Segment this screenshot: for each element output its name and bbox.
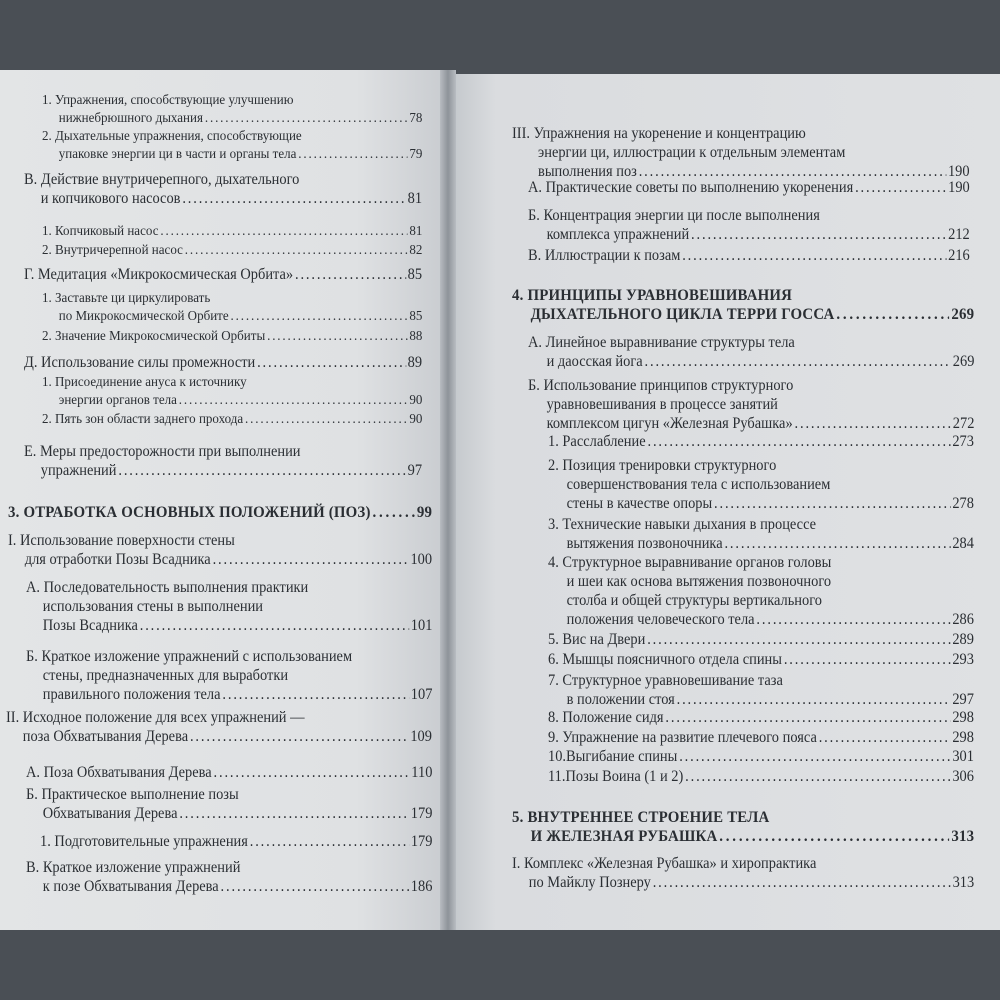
dot-leader (653, 873, 951, 892)
toc-page-number: 298 (952, 709, 974, 726)
toc-entry-text: энергии органов тела (58, 393, 177, 408)
toc-entry-text: 9. Упражнение на развитие плечевого пояса (548, 729, 817, 746)
toc-entry (548, 671, 974, 709)
dot-leader (645, 352, 951, 371)
toc-entry (512, 124, 970, 181)
toc-page-number: 89 (407, 354, 423, 371)
toc-entry-text: совершенствования тела с использованием (566, 476, 831, 493)
dot-leader (685, 767, 950, 786)
dot-leader (185, 242, 408, 260)
dot-leader (221, 877, 409, 896)
dot-leader (714, 494, 950, 513)
dot-leader (647, 630, 950, 649)
dot-leader (140, 616, 409, 635)
toc-entry (512, 854, 974, 892)
toc-entry-text: в положении стоя (566, 691, 675, 708)
dot-leader (298, 146, 407, 164)
toc-entry (24, 170, 422, 208)
toc-entry (42, 223, 422, 241)
toc-entry (548, 747, 974, 766)
dot-leader (160, 223, 407, 241)
toc-chapter-heading (512, 808, 974, 846)
dot-leader (231, 308, 408, 326)
toc-page-number: 85 (409, 309, 423, 324)
toc-page-number: 289 (952, 631, 974, 648)
toc-entry (548, 630, 974, 649)
toc-entry-text: В. Иллюстрации к позам (528, 247, 681, 264)
toc-entry-text: 7. Структурное уравновешивание таза (548, 672, 783, 689)
toc-entry-text: А. Последовательность выполнения практики (26, 579, 309, 596)
dot-leader (682, 246, 946, 265)
dot-leader (205, 110, 408, 128)
toc-entry-text: упаковке энергии ци в части и органы тела (58, 147, 297, 162)
toc-entry (548, 456, 974, 513)
dot-leader (190, 727, 409, 746)
toc-entry-text: Б. Использование принципов структурного (528, 377, 794, 394)
dot-leader (179, 804, 409, 823)
dot-leader (118, 461, 405, 480)
toc-entry (42, 128, 422, 164)
toc-page-number: 88 (409, 329, 423, 344)
dot-leader (665, 708, 950, 727)
dot-leader (257, 353, 406, 372)
dot-leader (267, 328, 407, 346)
toc-page-number: 81 (409, 224, 423, 239)
toc-page-number: 97 (407, 462, 423, 479)
toc-entry-text: выполнения поз (538, 163, 637, 180)
toc-page-number: 190 (947, 163, 970, 180)
toc-entry-text: I. Комплекс «Железная Рубашка» и хиропрактика (512, 855, 817, 872)
toc-entry-text: В. Действие внутричерепного, дыхательного (24, 171, 300, 188)
toc-page-number: 78 (409, 111, 423, 126)
toc-entry-text: 2. Позиция тренировки структурного (548, 457, 777, 474)
dot-leader (855, 178, 946, 197)
toc-page-number: 269 (951, 306, 975, 323)
toc-entry-text: правильного положения тела (42, 686, 221, 703)
toc-entry (6, 708, 432, 746)
toc-entry (24, 353, 422, 372)
toc-entry-text: положения человеческого тела (566, 611, 755, 628)
toc-page-number: 306 (952, 768, 974, 785)
toc-entry (548, 650, 974, 669)
toc-entry-text: 4. Структурное выравнивание органов головы (548, 554, 832, 571)
dot-leader (647, 432, 950, 451)
toc-entry-text: нижнебрюшного дыхания (58, 111, 203, 126)
dot-leader (245, 411, 407, 429)
toc-entry-text: Б. Практическое выполнение позы (26, 786, 239, 803)
toc-entry-text: Б. Краткое изложение упражнений с использованием (26, 648, 353, 665)
toc-page-number: 273 (952, 433, 974, 450)
toc-entry-text: и даосская йога (546, 353, 643, 370)
toc-entry-text: 11.Позы Воина (1 и 2) (548, 768, 684, 785)
toc-entry-text: 1. Копчиковый насос (42, 224, 159, 239)
toc-entry-text: 5. ВНУТРЕННЕЕ СТРОЕНИЕ ТЕЛА (512, 809, 770, 826)
toc-page-number: 278 (952, 495, 974, 512)
toc-entry-text: энергии ци, иллюстрации к отдельным элементам (538, 144, 846, 161)
toc-entry-text: И ЖЕЛЕЗНАЯ РУБАШКА (530, 828, 718, 845)
toc-page-number: 81 (407, 190, 423, 207)
toc-page-number: 109 (410, 728, 432, 745)
toc-entry-text: 1. Подготовительные упражнения (40, 833, 248, 850)
toc-page-number: 286 (952, 611, 974, 628)
toc-entry-text: для отработки Позы Всадника (24, 551, 211, 568)
toc-entry-text: 1. Заставьте ци циркулировать (42, 291, 211, 306)
toc-entry (26, 763, 432, 782)
dot-leader (719, 827, 949, 846)
toc-entry (528, 246, 970, 265)
book-gutter (440, 70, 456, 930)
toc-entry (548, 708, 974, 727)
toc-entry (42, 290, 422, 326)
dot-leader (677, 690, 951, 709)
toc-entry (42, 328, 422, 346)
toc-page-number: 284 (952, 535, 974, 552)
toc-entry (42, 92, 422, 128)
toc-page-number: 99 (416, 504, 433, 521)
toc-entry (548, 515, 974, 553)
toc-entry (548, 767, 974, 786)
toc-entry (8, 531, 432, 569)
toc-page-number: 301 (952, 748, 974, 765)
toc-entry-text: 2. Значение Микрокосмической Орбиты (42, 329, 266, 344)
toc-entry (528, 178, 970, 197)
toc-page-number: 190 (948, 179, 970, 196)
toc-entry-text: стены, предназначенных для выработки (42, 667, 289, 684)
toc-page-number: 298 (952, 729, 974, 746)
toc-entry (42, 242, 422, 260)
dot-leader (795, 414, 951, 433)
toc-entry-text: 4. ПРИНЦИПЫ УРАВНОВЕШИВАНИЯ (512, 287, 793, 304)
toc-entry-text: Позы Всадника (42, 617, 138, 634)
toc-entry-text: Обхватывания Дерева (42, 805, 178, 822)
dot-leader (724, 534, 950, 553)
toc-entry-text: 3. ОТРАБОТКА ОСНОВНЫХ ПОЛОЖЕНИЙ (ПОЗ) (8, 504, 371, 521)
dot-leader (214, 763, 410, 782)
toc-entry-text: 2. Внутричерепной насос (42, 243, 183, 258)
toc-entry (548, 553, 974, 629)
toc-entry (26, 858, 432, 896)
toc-entry (548, 728, 974, 747)
toc-entry-text: комплексом цигун «Железная Рубашка» (546, 415, 793, 432)
toc-entry-text: по Майклу Познеру (528, 874, 651, 891)
toc-entry (24, 265, 422, 284)
toc-entry-text: Б. Концентрация энергии ци после выполнения (528, 207, 820, 224)
toc-entry-text: 1. Присоединение ануса к источнику (42, 375, 247, 390)
toc-entry (42, 374, 422, 410)
toc-page-number: 293 (952, 651, 974, 668)
toc-entry-text: к позе Обхватывания Дерева (42, 878, 219, 895)
toc-page-number: 313 (951, 828, 975, 845)
toc-page-number: 100 (410, 551, 433, 568)
toc-chapter-heading (512, 286, 974, 324)
toc-page-number: 212 (948, 226, 970, 243)
toc-entry-text: уравновешивания в процессе занятий (546, 396, 778, 413)
toc-entry-text: столба и общей структуры вертикального (566, 592, 822, 609)
toc-entry-text: стены в качестве опоры (566, 495, 713, 512)
toc-entry-text: 6. Мышцы поясничного отдела спины (548, 651, 782, 668)
toc-entry-text: использования стены в выполнении (42, 598, 264, 615)
toc-entry-text: 5. Вис на Двери (548, 631, 646, 648)
toc-entry-text: 10.Выгибание спины (548, 748, 678, 765)
toc-entry (26, 578, 432, 635)
toc-entry (528, 206, 970, 244)
toc-page-number: 297 (952, 691, 974, 708)
toc-entry-text: ДЫХАТЕЛЬНОГО ЦИКЛА ТЕРРИ ГОССА (530, 306, 835, 323)
dot-leader (182, 189, 405, 208)
toc-entry-text: 2. Пять зон области заднего прохода (42, 412, 244, 427)
toc-entry-text: В. Краткое изложение упражнений (26, 859, 241, 876)
toc-chapter-heading (8, 503, 432, 522)
toc-entry-text: 1. Расслабление (548, 433, 646, 450)
dot-leader (819, 728, 951, 747)
dot-leader (372, 503, 414, 522)
toc-page-number: 82 (409, 243, 423, 258)
toc-page-number: 90 (409, 393, 423, 408)
toc-entry-text: А. Линейное выравнивание структуры тела (528, 334, 795, 351)
toc-entry-text: вытяжения позвоночника (566, 535, 723, 552)
toc-entry-text: А. Поза Обхватывания Дерева (26, 764, 212, 781)
toc-entry (42, 411, 422, 429)
dot-leader (179, 392, 408, 410)
toc-entry-text: А. Практические советы по выполнению укоренения (528, 179, 854, 196)
toc-entry-text: III. Упражнения на укоренение и концентрацию (512, 125, 806, 142)
toc-entry (24, 442, 422, 480)
toc-entry-text: 3. Технические навыки дыхания в процессе (548, 516, 817, 533)
toc-entry-text: I. Использование поверхности стены (8, 532, 235, 549)
dot-leader (250, 832, 409, 851)
toc-page-number: 179 (410, 805, 433, 822)
toc-entry (528, 333, 974, 371)
toc-entry-text: Г. Медитация «Микрокосмическая Орбита» (24, 266, 294, 283)
toc-entry (26, 785, 432, 823)
toc-page-number: 110 (411, 764, 433, 781)
toc-entry-text: и шеи как основа вытяжения позвоночного (566, 573, 832, 590)
dot-leader (679, 747, 950, 766)
toc-entry (548, 432, 974, 451)
toc-entry-text: Д. Использование силы промежности (24, 354, 256, 371)
toc-page-number: 179 (410, 833, 433, 850)
toc-page-number: 79 (409, 147, 423, 162)
dot-leader (756, 610, 950, 629)
toc-page-number: 85 (407, 266, 423, 283)
toc-entry-text: упражнений (40, 462, 117, 479)
toc-entry-text: и копчикового насосов (40, 190, 181, 207)
dot-leader (295, 265, 406, 284)
toc-entry (26, 647, 432, 704)
toc-page-number: 313 (952, 874, 975, 891)
toc-page-number: 269 (952, 353, 975, 370)
toc-entry (40, 832, 432, 851)
toc-entry-text: 1. Упражнения, способствующие улучшению (42, 93, 294, 108)
toc-entry-text: 8. Положение сидя (548, 709, 664, 726)
toc-entry-text: 2. Дыхательные упражнения, способствующие (42, 129, 302, 144)
toc-entry-text: Е. Меры предосторожности при выполнении (24, 443, 301, 460)
toc-page-number: 90 (409, 412, 423, 427)
toc-page-number: 272 (952, 415, 975, 432)
toc-page-number: 186 (410, 878, 433, 895)
toc-entry-text: комплекса упражнений (546, 226, 690, 243)
dot-leader (784, 650, 951, 669)
dot-leader (836, 305, 949, 324)
toc-page-number: 107 (410, 686, 433, 703)
toc-entry-text: по Микрокосмической Орбите (58, 309, 229, 324)
dot-leader (222, 685, 409, 704)
dot-leader (691, 225, 946, 244)
toc-entry-text: поза Обхватывания Дерева (22, 728, 189, 745)
dot-leader (213, 550, 409, 569)
toc-page-number: 101 (410, 617, 433, 634)
toc-entry (528, 376, 974, 433)
toc-page-number: 216 (948, 247, 970, 264)
toc-entry-text: II. Исходное положение для всех упражнений — (6, 709, 305, 726)
